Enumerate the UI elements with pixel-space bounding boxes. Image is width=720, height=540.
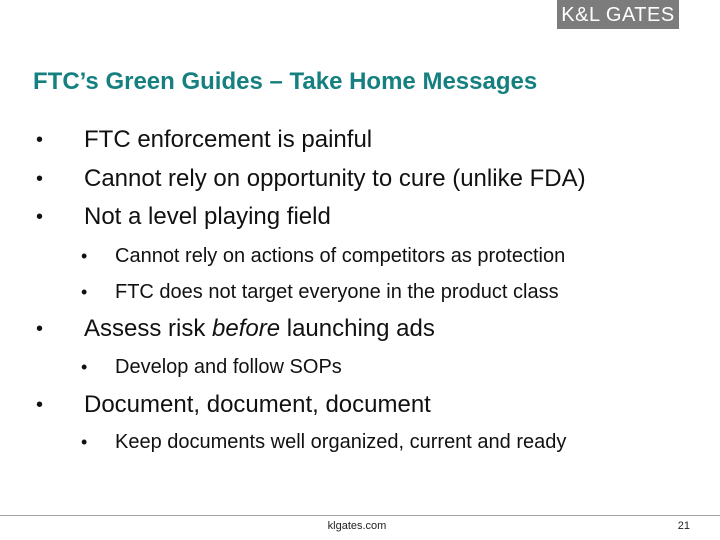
footer-divider [0, 515, 720, 516]
footer-website: klgates.com [327, 520, 387, 532]
text-after: launching ads [280, 315, 435, 342]
bullet-text: Not a level playing field [84, 203, 331, 230]
bullet-glyph: • [36, 318, 44, 340]
bullet-glyph: • [81, 357, 88, 377]
bullet-glyph: • [81, 432, 88, 452]
bullet-glyph: • [36, 394, 44, 416]
text-before: Assess risk [84, 315, 213, 342]
emphasis-before: before [212, 315, 281, 342]
slide-title: FTC’s Green Guides – Take Home Messages [33, 68, 538, 95]
bullet-text: Cannot rely on opportunity to cure (unlike FDA) [84, 165, 586, 192]
bullet-text [84, 314, 435, 344]
company-logo: K&L GATES [557, 0, 679, 29]
bullet-text: FTC enforcement is painful [84, 126, 373, 153]
bullet-text: Keep documents well organized, current and ready [115, 431, 567, 453]
bullet-glyph: • [36, 206, 44, 228]
bullet-text: Cannot rely on actions of competitors as protection [115, 245, 566, 267]
bullet-text: FTC does not target everyone in the product class [115, 281, 559, 303]
bullet-text: Document, document, document [84, 391, 431, 418]
bullet-glyph: • [81, 246, 88, 266]
bullet-glyph: • [81, 282, 88, 302]
page-number: 21 [677, 520, 690, 532]
bullet-glyph: • [36, 168, 44, 190]
bullet-glyph: • [36, 129, 44, 151]
bullet-text: Develop and follow SOPs [115, 356, 342, 378]
